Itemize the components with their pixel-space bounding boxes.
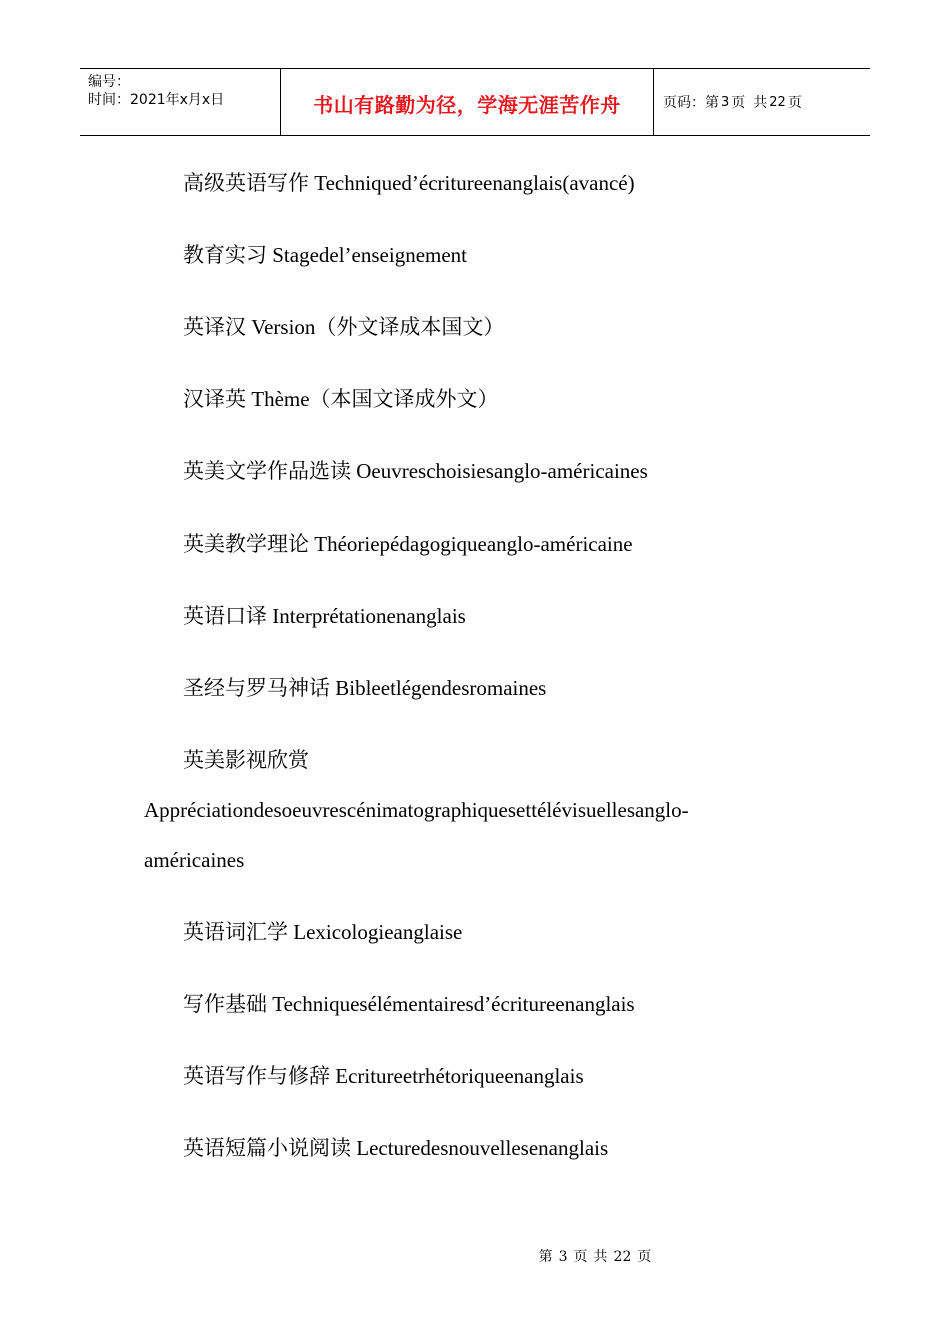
course-line: 英译汉 Version（外文译成本国文） xyxy=(183,315,505,339)
page-current: 3 xyxy=(721,94,730,110)
page-header xyxy=(80,68,870,136)
motto: 书山有路勤为径，学海无涯苦作舟 xyxy=(313,92,621,117)
page-suffix: 页 xyxy=(787,95,802,111)
page-prefix: 页码：第 xyxy=(663,95,719,111)
course-line: 英美教学理论 Théoriepédagogiqueanglo-américaine xyxy=(183,532,633,556)
footer-mid: 页 xyxy=(573,1249,588,1265)
footer-total-prefix: 共 xyxy=(593,1249,608,1265)
course-line-continued: américaines xyxy=(144,848,245,872)
course-line: 汉译英 Thème（本国文译成外文） xyxy=(183,387,499,411)
footer-total: 22 xyxy=(613,1249,632,1265)
code-label: 编号： xyxy=(88,74,130,90)
course-line: 英语短篇小说阅读 Lecturedesnouvellesenanglais xyxy=(183,1136,609,1160)
course-line: 英美文学作品选读 Oeuvreschoisiesanglo-américaines xyxy=(183,459,648,483)
page-mid: 页 xyxy=(731,95,746,111)
header-page-info xyxy=(654,69,870,135)
course-line: 高级英语写作 Techniqued’écritureenanglais(avancé) xyxy=(183,171,635,195)
course-line: 写作基础 Techniquesélémentairesd’écritureenanglais xyxy=(183,992,635,1016)
course-line: 英语口译 Interprétationenanglais xyxy=(183,604,466,628)
footer-current: 3 xyxy=(558,1249,568,1265)
course-line: 英语写作与修辞 Ecritureetrhétoriqueenanglais xyxy=(183,1064,584,1088)
footer-prefix: 第 xyxy=(538,1249,553,1265)
footer-suffix: 页 xyxy=(637,1249,652,1265)
course-line: 圣经与罗马神话 Bibleetlégendesromaines xyxy=(183,676,547,700)
time-label: 时间：2021年x月x日 xyxy=(88,92,225,108)
page-footer xyxy=(0,1246,950,1266)
header-motto-cell xyxy=(281,69,654,135)
course-line: 教育实习 Stagedel’enseignement xyxy=(183,243,468,267)
page-total: 22 xyxy=(769,94,786,110)
header-meta xyxy=(80,69,281,135)
course-line-continued: Appréciationdesoeuvrescénimatographiquesettélévisuellesanglo- xyxy=(144,798,689,822)
course-line: 英美影视欣赏 xyxy=(183,748,309,772)
page-total-prefix: 共 xyxy=(753,95,768,111)
course-line: 英语词汇学 Lexicologieanglaise xyxy=(183,920,463,944)
